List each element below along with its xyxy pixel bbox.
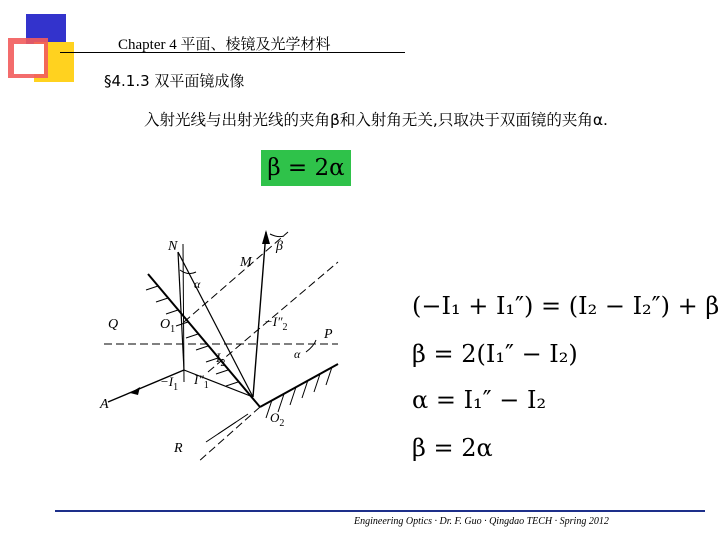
label-O2-sub: 2 <box>279 418 285 429</box>
svg-text:−I″2 <box>264 314 288 333</box>
footer-text: Engineering Optics · Dr. F. Guo · Qingdao TECH · Spring 2012 <box>354 516 609 527</box>
label-N: N <box>168 239 178 254</box>
section-title: §4.1.3 双平面镜成像 <box>104 72 245 90</box>
label-beta: β <box>276 239 283 254</box>
chapter-title: Chapter 4 平面、棱镜及光学材料 <box>118 37 331 53</box>
svg-text:O2 <box>270 410 284 429</box>
svg-text:I″1 <box>193 372 209 391</box>
label-neg-I1: −I <box>160 374 174 389</box>
equation-4: β = 2α <box>412 434 493 462</box>
highlight-formula: β = 2α <box>261 150 351 186</box>
double-mirror-diagram <box>88 222 350 470</box>
label-neg-I2: −I″ <box>264 314 283 329</box>
svg-text:I2 <box>215 350 225 369</box>
label-M: M <box>240 255 252 270</box>
label-alpha-right: α <box>294 347 301 361</box>
equation-2: β = 2(I₁″ − I₂) <box>412 340 578 368</box>
label-R: R <box>174 441 183 456</box>
svg-text:O1 <box>160 317 175 335</box>
svg-text:−I1 <box>160 374 178 393</box>
deco-square-white <box>14 44 44 74</box>
label-O2: O <box>270 410 280 425</box>
equation-3: α = I₁″ − I₂ <box>412 386 547 414</box>
footer-rule <box>55 510 705 512</box>
label-P: P <box>324 327 333 342</box>
body-paragraph: 入射光线与出射光线的夹角β和入射角无关,只取决于双面镜的夹角α. <box>144 111 608 129</box>
label-neg-I2-sub: 2 <box>282 322 288 333</box>
label-I2-sub: 2 <box>220 358 226 369</box>
label-neg-I1-sub: 1 <box>173 382 179 393</box>
equation-1: (−I₁ + I₁″) = (I₂ − I₂″) + β <box>412 292 720 320</box>
label-Q: Q <box>108 317 119 332</box>
label-alpha-top: α <box>194 277 201 291</box>
label-I1pp-sub: 1 <box>203 380 209 391</box>
label-A: A <box>100 397 109 412</box>
label-I1pp: I″ <box>194 372 204 387</box>
label-I2: I <box>216 350 221 365</box>
label-O1-sub: 1 <box>170 324 176 335</box>
label-O1: O <box>160 317 171 332</box>
